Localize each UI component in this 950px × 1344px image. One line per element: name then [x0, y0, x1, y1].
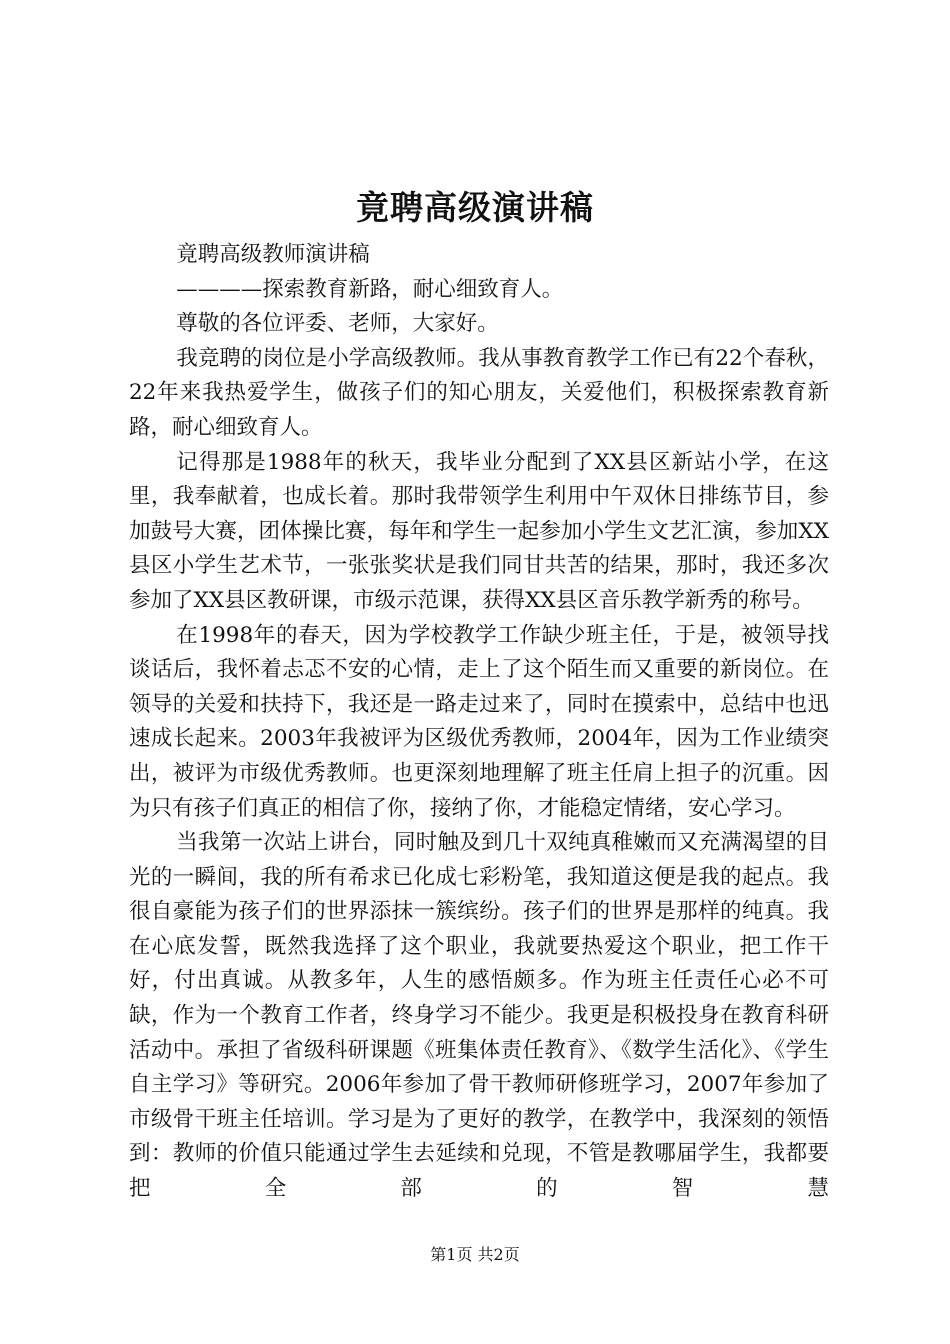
paragraph-first-class: 当我第一次站上讲台，同时触及到几十双纯真稚嫩而又充满渴望的目光的一瞬间，我的所有希求已化成七彩粉笔，我知道这便是我的起点。我很自豪能为孩子们的世界添抹一簇缤纷。孩子们的世界是那样的纯真。我在心底发誓，既然我选择了这个职业，我就要热爱这个职业，把工作干好，付出真诚。从教多年，人生的感悟颇多。作为班主任责任心必不可缺，作为一个教育工作者，终身学习不能少。我更是积极投身在教育科研活动中。承担了省级科研课题《班集体责任教育》、《数学生活化》、《学生自主学习》等研究。2006年参加了骨干教师研修班学习，2007年参加了市级骨干班主任培训。学习是为了更好的教学，在教学中，我深刻的领悟到：教师的价值只能通过学生去延续和兑现，不管是教哪届学生，我都要把全部的智慧 [129, 830, 829, 1202]
paragraph-subtitle: 竟聘高级教师演讲稿 [176, 242, 370, 267]
paragraph-1998: 在1998年的春天，因为学校教学工作缺少班主任，于是，被领导找谈话后，我怀着忐忑不安的心情，走上了这个陌生而又重要的新岗位。在领导的关爱和扶持下，我还是一路走过来了，同时在摸索中，总结中也迅速成长起来。2003年我被评为区级优秀教师，2004年，因为工作业绩突出，被评为市级优秀教师。也更深刻地理解了班主任肩上担子的沉重。因为只有孩子们真正的相信了你，接纳了你，才能稳定情绪，安心学习。 [129, 622, 829, 821]
document-title: 竟聘高级演讲稿 [356, 188, 594, 227]
paragraph-intro: 我竞聘的岗位是小学高级教师。我从事教育教学工作已有22个春秋，22年来我热爱学生，做孩子们的知心朋友，关爱他们，积极探索教育新路，耐心细致育人。 [129, 345, 829, 440]
paragraph-motto: ————探索教育新路，耐心细致育人。 [176, 276, 564, 302]
paragraph-greeting: 尊敬的各位评委、老师，大家好。 [176, 311, 499, 337]
paragraph-1988: 记得那是1988年的秋天，我毕业分配到了XX县区新站小学，在这里，我奉献着，也成长着。那时我带领学生利用中午双休日排练节目，参加鼓号大赛，团体操比赛，每年和学生一起参加小学生文艺汇演，参加XX县区小学生艺术节，一张张奖状是我们同甘共苦的结果，那时，我还多次参加了XX县区教研课，市级示范课，获得XX县区音乐教学新秀的称号。 [129, 449, 829, 613]
document-body [129, 238, 829, 1207]
page-footer: 第1页 共2页 [430, 1245, 520, 1264]
